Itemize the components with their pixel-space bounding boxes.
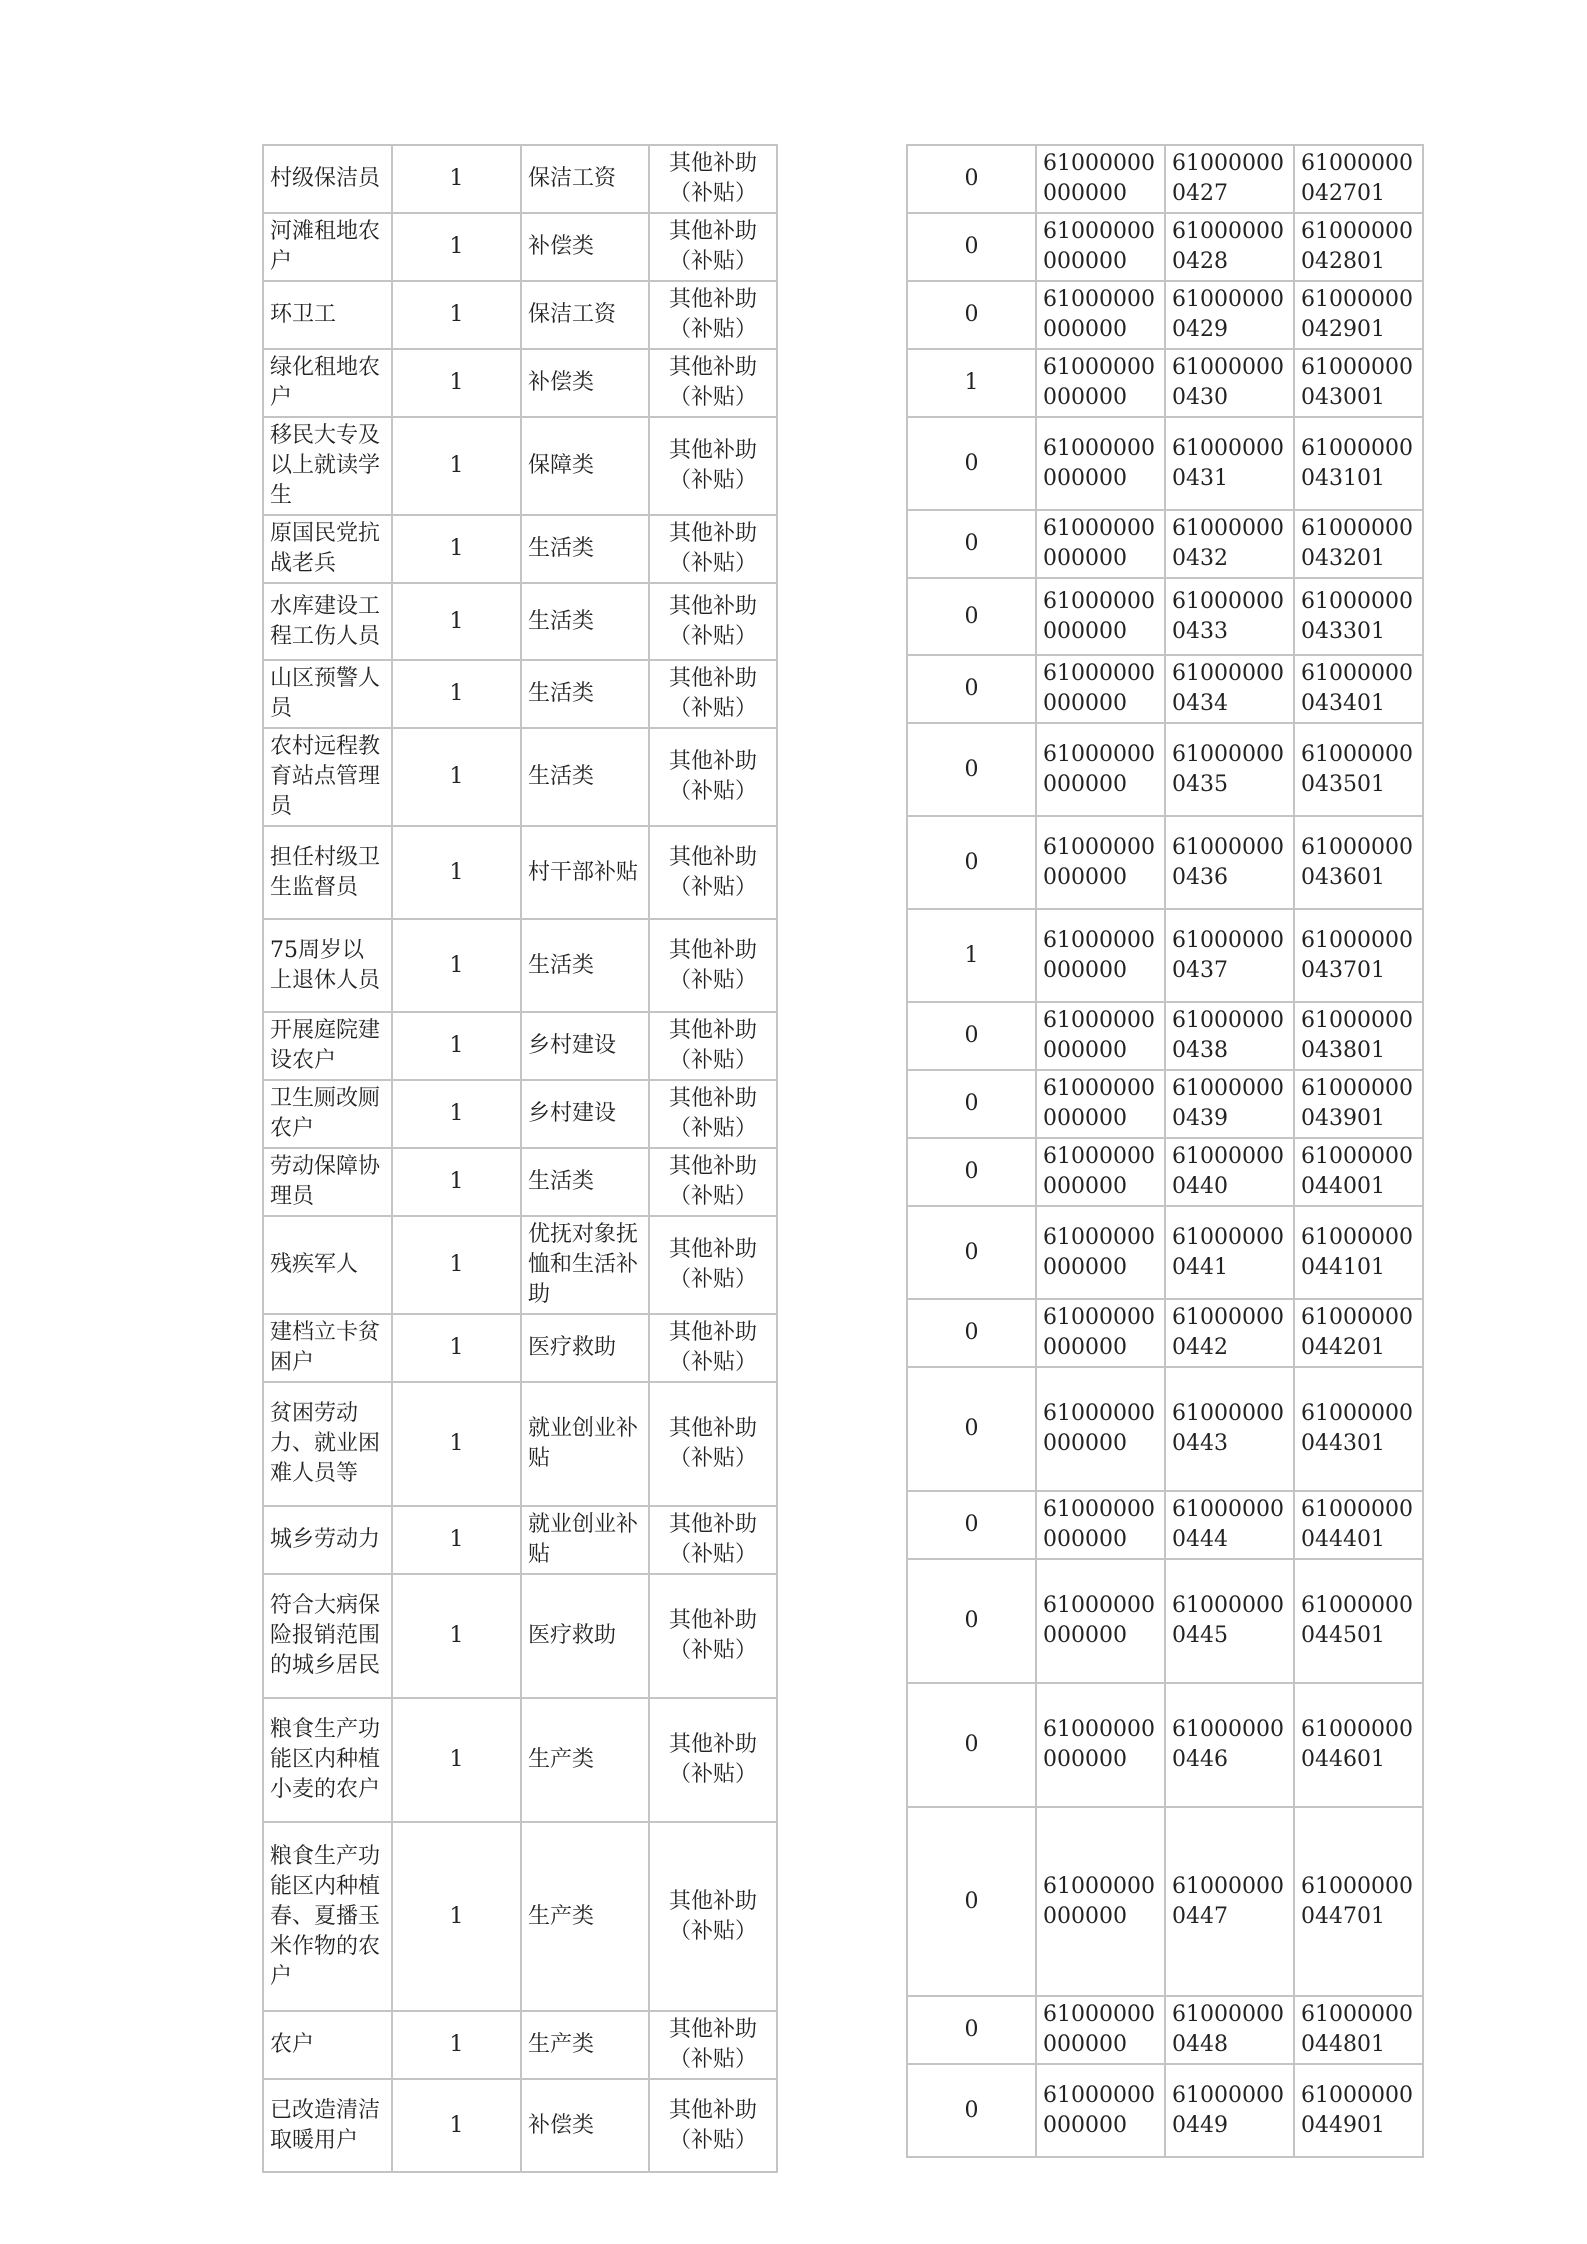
code-cell-3: 61000000043101 <box>1294 417 1423 510</box>
table-row <box>263 2011 777 2079</box>
subsidy-type-cell: 其他补助（补贴） <box>649 660 777 728</box>
subsidy-type-cell: 其他补助（补贴） <box>649 213 777 281</box>
recipient-cell: 农村远程教育站点管理员 <box>263 728 392 826</box>
flag-cell: 0 <box>907 578 1036 655</box>
code-cell-3: 61000000043301 <box>1294 578 1423 655</box>
code-cell-3: 61000000043401 <box>1294 655 1423 723</box>
table-row <box>263 1698 777 1822</box>
subsidy-type-cell: 其他补助（补贴） <box>649 1698 777 1822</box>
table-row <box>263 1012 777 1080</box>
table-row <box>907 145 1423 213</box>
recipient-cell: 村级保洁员 <box>263 145 392 213</box>
table-row <box>263 281 777 349</box>
recipient-cell: 绿化租地农户 <box>263 349 392 417</box>
code-cell-1: 61000000000000 <box>1036 417 1165 510</box>
quantity-cell: 1 <box>392 1506 521 1574</box>
table-row <box>907 816 1423 909</box>
table-row <box>907 1491 1423 1559</box>
code-cell-1: 61000000000000 <box>1036 723 1165 816</box>
table-row <box>907 655 1423 723</box>
code-cell-3: 61000000043601 <box>1294 816 1423 909</box>
table-row <box>263 583 777 660</box>
flag-cell: 0 <box>907 1367 1036 1491</box>
table-row <box>263 2079 777 2172</box>
table-row <box>263 1148 777 1216</box>
subsidy-type-cell: 其他补助（补贴） <box>649 1314 777 1382</box>
flag-cell: 0 <box>907 1206 1036 1299</box>
flag-cell: 0 <box>907 1070 1036 1138</box>
subsidy-type-cell: 其他补助（补贴） <box>649 2011 777 2079</box>
recipient-cell: 移民大专及以上就读学生 <box>263 417 392 515</box>
recipient-cell: 贫困劳动力、就业困难人员等 <box>263 1382 392 1506</box>
code-cell-3: 61000000044301 <box>1294 1367 1423 1491</box>
quantity-cell: 1 <box>392 583 521 660</box>
quantity-cell: 1 <box>392 660 521 728</box>
quantity-cell: 1 <box>392 2011 521 2079</box>
code-cell-1: 61000000000000 <box>1036 1559 1165 1683</box>
table-row <box>907 1002 1423 1070</box>
recipient-cell: 城乡劳动力 <box>263 1506 392 1574</box>
code-cell-3: 61000000044601 <box>1294 1683 1423 1807</box>
quantity-cell: 1 <box>392 1148 521 1216</box>
recipient-cell: 开展庭院建设农户 <box>263 1012 392 1080</box>
code-cell-2: 610000000442 <box>1165 1299 1294 1367</box>
table-row <box>263 1574 777 1698</box>
flag-cell: 0 <box>907 1559 1036 1683</box>
category-cell: 村干部补贴 <box>521 826 649 919</box>
recipient-cell: 山区预警人员 <box>263 660 392 728</box>
category-cell: 保洁工资 <box>521 145 649 213</box>
code-cell-1: 61000000000000 <box>1036 1206 1165 1299</box>
code-cell-1: 61000000000000 <box>1036 1299 1165 1367</box>
subsidy-type-cell: 其他补助（补贴） <box>649 826 777 919</box>
category-cell: 生活类 <box>521 660 649 728</box>
subsidy-type-cell: 其他补助（补贴） <box>649 1382 777 1506</box>
quantity-cell: 1 <box>392 515 521 583</box>
subsidy-type-cell: 其他补助（补贴） <box>649 919 777 1012</box>
subsidy-type-cell: 其他补助（补贴） <box>649 728 777 826</box>
code-cell-2: 610000000445 <box>1165 1559 1294 1683</box>
quantity-cell: 1 <box>392 1698 521 1822</box>
flag-cell: 0 <box>907 1299 1036 1367</box>
category-cell: 优抚对象抚恤和生活补助 <box>521 1216 649 1314</box>
quantity-cell: 1 <box>392 281 521 349</box>
table-row <box>263 417 777 515</box>
code-cell-2: 610000000444 <box>1165 1491 1294 1559</box>
category-cell: 就业创业补贴 <box>521 1382 649 1506</box>
category-cell: 保洁工资 <box>521 281 649 349</box>
table-row <box>263 515 777 583</box>
flag-cell: 0 <box>907 1002 1036 1070</box>
recipient-cell: 卫生厕改厕农户 <box>263 1080 392 1148</box>
flag-cell: 0 <box>907 1491 1036 1559</box>
table-row <box>263 1216 777 1314</box>
category-cell: 生活类 <box>521 1148 649 1216</box>
recipient-cell: 粮食生产功能区内种植春、夏播玉米作物的农户 <box>263 1822 392 2011</box>
code-cell-2: 610000000428 <box>1165 213 1294 281</box>
recipient-cell: 水库建设工程工伤人员 <box>263 583 392 660</box>
category-cell: 生活类 <box>521 583 649 660</box>
table-row <box>907 1559 1423 1683</box>
category-cell: 保障类 <box>521 417 649 515</box>
code-cell-2: 610000000431 <box>1165 417 1294 510</box>
table-row <box>263 1080 777 1148</box>
flag-cell: 0 <box>907 655 1036 723</box>
code-cell-3: 61000000044401 <box>1294 1491 1423 1559</box>
flag-cell: 0 <box>907 2064 1036 2157</box>
table-row <box>907 281 1423 349</box>
code-cell-3: 61000000044801 <box>1294 1996 1423 2064</box>
code-cell-2: 610000000447 <box>1165 1807 1294 1996</box>
code-cell-2: 610000000437 <box>1165 909 1294 1002</box>
table-row <box>263 919 777 1012</box>
quantity-cell: 1 <box>392 1012 521 1080</box>
quantity-cell: 1 <box>392 728 521 826</box>
code-cell-3: 61000000044101 <box>1294 1206 1423 1299</box>
subsidy-type-cell: 其他补助（补贴） <box>649 1216 777 1314</box>
code-cell-1: 61000000000000 <box>1036 578 1165 655</box>
code-cell-1: 61000000000000 <box>1036 1002 1165 1070</box>
category-cell: 生活类 <box>521 728 649 826</box>
subsidy-type-cell: 其他补助（补贴） <box>649 349 777 417</box>
table-row <box>907 213 1423 281</box>
quantity-cell: 1 <box>392 1314 521 1382</box>
code-cell-2: 610000000440 <box>1165 1138 1294 1206</box>
code-cell-1: 61000000000000 <box>1036 213 1165 281</box>
category-cell: 就业创业补贴 <box>521 1506 649 1574</box>
code-cell-1: 61000000000000 <box>1036 909 1165 1002</box>
flag-cell: 0 <box>907 1138 1036 1206</box>
recipient-cell: 河滩租地农户 <box>263 213 392 281</box>
code-cell-1: 61000000000000 <box>1036 1491 1165 1559</box>
table-row <box>907 1367 1423 1491</box>
table-row <box>907 1070 1423 1138</box>
category-cell: 生活类 <box>521 919 649 1012</box>
table-row <box>907 1807 1423 1996</box>
subsidy-type-cell: 其他补助（补贴） <box>649 2079 777 2172</box>
recipient-cell: 建档立卡贫困户 <box>263 1314 392 1382</box>
recipient-cell: 75周岁以上退休人员 <box>263 919 392 1012</box>
subsidy-type-cell: 其他补助（补贴） <box>649 1822 777 2011</box>
subsidy-type-cell: 其他补助（补贴） <box>649 145 777 213</box>
subsidy-type-cell: 其他补助（补贴） <box>649 1080 777 1148</box>
table-row <box>907 909 1423 1002</box>
flag-cell: 0 <box>907 145 1036 213</box>
code-cell-3: 61000000042901 <box>1294 281 1423 349</box>
code-cell-2: 610000000441 <box>1165 1206 1294 1299</box>
table-row <box>907 578 1423 655</box>
table-row <box>907 1299 1423 1367</box>
table-row <box>907 349 1423 417</box>
flag-cell: 0 <box>907 723 1036 816</box>
code-cell-3: 61000000044701 <box>1294 1807 1423 1996</box>
code-cell-3: 61000000044901 <box>1294 2064 1423 2157</box>
code-cell-3: 61000000043901 <box>1294 1070 1423 1138</box>
code-cell-2: 610000000429 <box>1165 281 1294 349</box>
recipient-cell: 劳动保障协理员 <box>263 1148 392 1216</box>
quantity-cell: 1 <box>392 145 521 213</box>
table-row <box>263 1314 777 1382</box>
code-cell-2: 610000000433 <box>1165 578 1294 655</box>
code-cell-1: 61000000000000 <box>1036 281 1165 349</box>
table-row <box>907 1138 1423 1206</box>
table-row <box>907 723 1423 816</box>
code-cell-1: 61000000000000 <box>1036 1070 1165 1138</box>
subsidy-type-cell: 其他补助（补贴） <box>649 1012 777 1080</box>
quantity-cell: 1 <box>392 2079 521 2172</box>
flag-cell: 0 <box>907 510 1036 578</box>
subsidy-type-cell: 其他补助（补贴） <box>649 281 777 349</box>
category-cell: 补偿类 <box>521 349 649 417</box>
code-cell-2: 610000000427 <box>1165 145 1294 213</box>
code-cell-2: 610000000439 <box>1165 1070 1294 1138</box>
table-row <box>907 1206 1423 1299</box>
quantity-cell: 1 <box>392 1216 521 1314</box>
table-row <box>263 1382 777 1506</box>
code-cell-2: 610000000443 <box>1165 1367 1294 1491</box>
code-cell-1: 61000000000000 <box>1036 1683 1165 1807</box>
category-cell: 生产类 <box>521 1698 649 1822</box>
table-row <box>907 1996 1423 2064</box>
table-row <box>907 1683 1423 1807</box>
table-row <box>263 213 777 281</box>
code-cell-2: 610000000449 <box>1165 2064 1294 2157</box>
quantity-cell: 1 <box>392 1080 521 1148</box>
flag-cell: 0 <box>907 213 1036 281</box>
code-cell-1: 61000000000000 <box>1036 655 1165 723</box>
category-cell: 生产类 <box>521 2011 649 2079</box>
table-row <box>263 826 777 919</box>
recipient-cell: 已改造清洁取暖用户 <box>263 2079 392 2172</box>
recipient-cell: 粮食生产功能区内种植小麦的农户 <box>263 1698 392 1822</box>
flag-cell: 0 <box>907 281 1036 349</box>
left-table <box>262 144 778 2173</box>
code-cell-3: 61000000042701 <box>1294 145 1423 213</box>
code-cell-2: 610000000432 <box>1165 510 1294 578</box>
quantity-cell: 1 <box>392 826 521 919</box>
table-row <box>907 510 1423 578</box>
table-row <box>263 660 777 728</box>
flag-cell: 0 <box>907 816 1036 909</box>
category-cell: 补偿类 <box>521 213 649 281</box>
quantity-cell: 1 <box>392 349 521 417</box>
code-cell-3: 61000000044001 <box>1294 1138 1423 1206</box>
code-cell-2: 610000000446 <box>1165 1683 1294 1807</box>
code-cell-1: 61000000000000 <box>1036 510 1165 578</box>
code-cell-2: 610000000435 <box>1165 723 1294 816</box>
right-table <box>906 144 1424 2158</box>
code-cell-1: 61000000000000 <box>1036 349 1165 417</box>
recipient-cell: 环卫工 <box>263 281 392 349</box>
quantity-cell: 1 <box>392 1574 521 1698</box>
quantity-cell: 1 <box>392 1822 521 2011</box>
code-cell-2: 610000000438 <box>1165 1002 1294 1070</box>
flag-cell: 0 <box>907 1807 1036 1996</box>
code-cell-3: 61000000044201 <box>1294 1299 1423 1367</box>
category-cell: 补偿类 <box>521 2079 649 2172</box>
recipient-cell: 残疾军人 <box>263 1216 392 1314</box>
recipient-cell: 担任村级卫生监督员 <box>263 826 392 919</box>
code-cell-2: 610000000430 <box>1165 349 1294 417</box>
code-cell-3: 61000000043501 <box>1294 723 1423 816</box>
category-cell: 乡村建设 <box>521 1080 649 1148</box>
code-cell-1: 61000000000000 <box>1036 1138 1165 1206</box>
subsidy-type-cell: 其他补助（补贴） <box>649 1574 777 1698</box>
flag-cell: 0 <box>907 417 1036 510</box>
quantity-cell: 1 <box>392 919 521 1012</box>
category-cell: 生活类 <box>521 515 649 583</box>
flag-cell: 0 <box>907 1996 1036 2064</box>
category-cell: 乡村建设 <box>521 1012 649 1080</box>
recipient-cell: 符合大病保险报销范围的城乡居民 <box>263 1574 392 1698</box>
code-cell-1: 61000000000000 <box>1036 1367 1165 1491</box>
flag-cell: 1 <box>907 349 1036 417</box>
code-cell-1: 61000000000000 <box>1036 1807 1165 1996</box>
table-row <box>263 1506 777 1574</box>
code-cell-1: 61000000000000 <box>1036 2064 1165 2157</box>
code-cell-3: 61000000043701 <box>1294 909 1423 1002</box>
category-cell: 医疗救助 <box>521 1574 649 1698</box>
subsidy-type-cell: 其他补助（补贴） <box>649 1148 777 1216</box>
quantity-cell: 1 <box>392 1382 521 1506</box>
code-cell-3: 61000000044501 <box>1294 1559 1423 1683</box>
subsidy-type-cell: 其他补助（补贴） <box>649 583 777 660</box>
subsidy-type-cell: 其他补助（补贴） <box>649 1506 777 1574</box>
table-row <box>907 2064 1423 2157</box>
quantity-cell: 1 <box>392 213 521 281</box>
table-row <box>263 349 777 417</box>
flag-cell: 0 <box>907 1683 1036 1807</box>
flag-cell: 1 <box>907 909 1036 1002</box>
subsidy-type-cell: 其他补助（补贴） <box>649 515 777 583</box>
table-row <box>263 145 777 213</box>
category-cell: 生产类 <box>521 1822 649 2011</box>
code-cell-3: 61000000043001 <box>1294 349 1423 417</box>
quantity-cell: 1 <box>392 417 521 515</box>
subsidy-type-cell: 其他补助（补贴） <box>649 417 777 515</box>
recipient-cell: 农户 <box>263 2011 392 2079</box>
code-cell-1: 61000000000000 <box>1036 816 1165 909</box>
table-row <box>907 417 1423 510</box>
code-cell-3: 61000000043801 <box>1294 1002 1423 1070</box>
code-cell-1: 61000000000000 <box>1036 1996 1165 2064</box>
code-cell-2: 610000000448 <box>1165 1996 1294 2064</box>
code-cell-3: 61000000042801 <box>1294 213 1423 281</box>
code-cell-3: 61000000043201 <box>1294 510 1423 578</box>
recipient-cell: 原国民党抗战老兵 <box>263 515 392 583</box>
code-cell-1: 61000000000000 <box>1036 145 1165 213</box>
table-row <box>263 1822 777 2011</box>
code-cell-2: 610000000436 <box>1165 816 1294 909</box>
table-row <box>263 728 777 826</box>
category-cell: 医疗救助 <box>521 1314 649 1382</box>
code-cell-2: 610000000434 <box>1165 655 1294 723</box>
